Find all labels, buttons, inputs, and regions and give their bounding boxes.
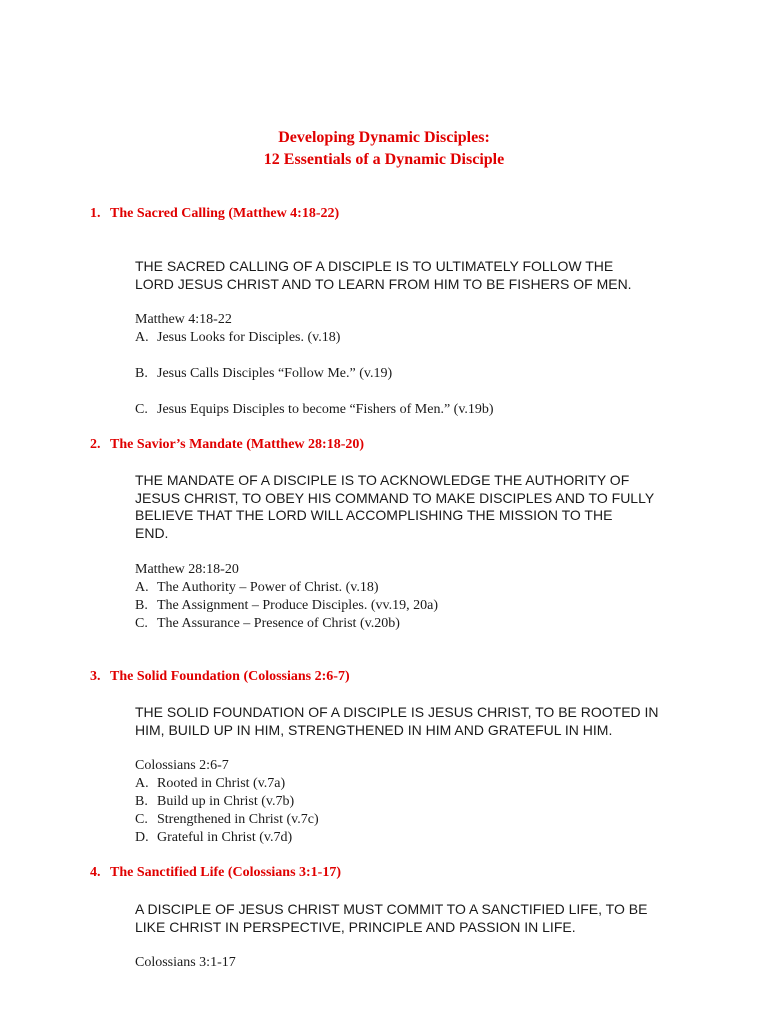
section-1-heading [90,205,339,223]
section-number: 1. [90,206,101,221]
point-text: The Assurance – Presence of Christ (v.20b) [157,616,400,631]
point-letter: A. [135,776,149,791]
section-1-statement [135,258,695,293]
section-3-heading [90,668,350,686]
section-3-reference: Colossians 2:6-7 [135,758,229,773]
statement-line: THE SOLID FOUNDATION OF A DISCIPLE IS JESUS CHRIST, TO BE ROOTED IN [135,704,659,720]
section-2-point-a [135,579,379,597]
point-text: Strengthened in Christ (v.7c) [157,812,319,827]
section-3-point-a [135,775,285,793]
point-letter: B. [135,366,148,381]
point-text: Jesus Equips Disciples to become “Fishers of Men.” (v.19b) [157,402,494,417]
point-letter: D. [135,830,149,845]
section-title: The Sacred Calling (Matthew 4:18-22) [110,206,340,221]
section-title: The Savior’s Mandate (Matthew 28:18-20) [110,437,365,452]
point-letter: C. [135,812,148,827]
statement-line: LORD JESUS CHRIST AND TO LEARN FROM HIM TO BE FISHERS OF MEN. [135,275,632,292]
section-number: 3. [90,669,101,684]
point-letter: A. [135,330,149,345]
point-letter: B. [135,598,148,613]
statement-line: A DISCIPLE OF JESUS CHRIST MUST COMMIT TO A SANCTIFIED LIFE, TO BE [135,901,648,917]
point-text: Build up in Christ (v.7b) [157,794,295,809]
point-text: Jesus Looks for Disciples. (v.18) [157,330,341,345]
section-4-statement [135,901,695,936]
section-1-point-b [135,365,392,383]
section-4-reference: Colossians 3:1-17 [135,955,236,970]
section-1-reference: Matthew 4:18-22 [135,312,232,327]
section-number: 4. [90,865,101,880]
section-3-point-d [135,829,292,847]
statement-line: JESUS CHRIST, TO OBEY HIS COMMAND TO MAKE DISCIPLES AND TO FULLY [135,489,655,506]
section-1-point-a [135,329,340,347]
section-3-point-b [135,793,294,811]
statement-line: THE MANDATE OF A DISCIPLE IS TO ACKNOWLEDGE THE AUTHORITY OF [135,472,630,488]
section-title: The Sanctified Life (Colossians 3:1-17) [110,865,341,880]
section-2-statement [135,472,695,542]
section-title: The Solid Foundation (Colossians 2:6-7) [110,669,350,684]
section-2-point-c [135,615,400,633]
point-letter: B. [135,794,148,809]
point-text: The Authority – Power of Christ. (v.18) [157,580,379,595]
point-text: Rooted in Christ (v.7a) [157,776,286,791]
statement-line: LIKE CHRIST IN PERSPECTIVE, PRINCIPLE AND PASSION IN LIFE. [135,918,576,935]
point-letter: C. [135,402,148,417]
section-2-heading [90,436,364,454]
statement-line: BELIEVE THAT THE LORD WILL ACCOMPLISHING THE MISSION TO THE [135,507,613,523]
section-2-point-b [135,597,438,615]
statement-line: HIM, BUILD UP IN HIM, STRENGTHENED IN HIM AND GRATEFUL IN HIM. [135,721,613,738]
section-number: 2. [90,437,101,452]
section-2-reference: Matthew 28:18-20 [135,562,239,577]
point-text: The Assignment – Produce Disciples. (vv.19, 20a) [157,598,438,613]
statement-line: END. [135,524,169,541]
document-title-line-1: Developing Dynamic Disciples: [278,129,490,146]
section-4-heading [90,864,341,882]
section-1-point-c [135,401,494,419]
point-letter: A. [135,580,149,595]
section-3-statement [135,704,695,739]
document-title-line-2: 12 Essentials of a Dynamic Disciple [263,151,505,168]
point-text: Grateful in Christ (v.7d) [157,830,293,845]
statement-line: THE SACRED CALLING OF A DISCIPLE IS TO ULTIMATELY FOLLOW THE [135,258,614,274]
point-text: Jesus Calls Disciples “Follow Me.” (v.19) [157,366,393,381]
point-letter: C. [135,616,148,631]
section-3-point-c [135,811,319,829]
